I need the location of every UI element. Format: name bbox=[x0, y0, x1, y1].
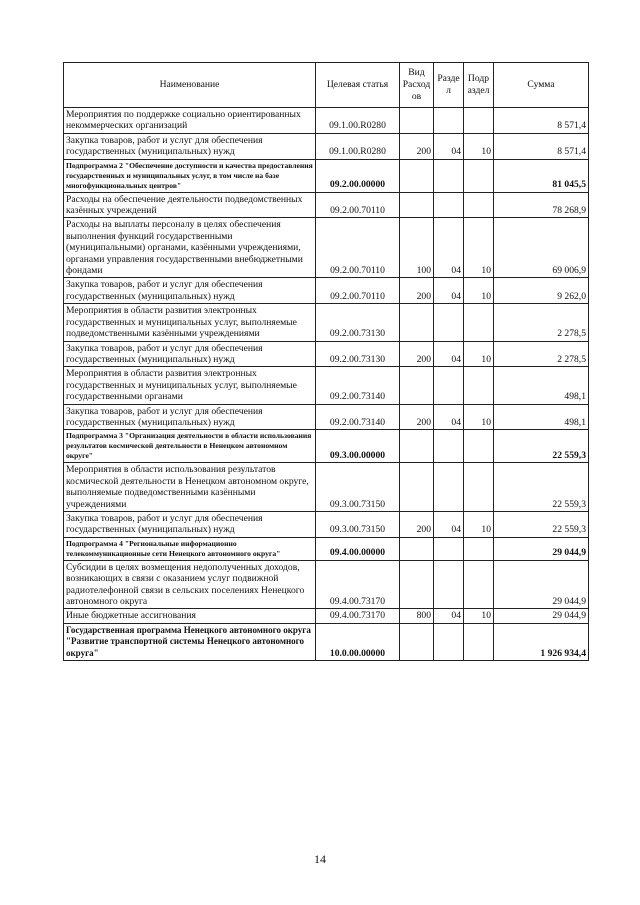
cell-target: 09.2.00.00000 bbox=[316, 159, 400, 192]
cell-target: 09.2.00.70110 bbox=[316, 218, 400, 278]
cell-name: Закупка товаров, работ и услуг для обеспечения государственных (муниципальных) нужд bbox=[64, 341, 316, 367]
cell-section: 04 bbox=[434, 341, 464, 367]
cell-section bbox=[434, 367, 464, 404]
cell-subsection: 10 bbox=[464, 404, 494, 430]
table-row bbox=[64, 463, 589, 512]
cell-section bbox=[434, 304, 464, 341]
table-row bbox=[64, 430, 589, 463]
budget-table bbox=[63, 62, 589, 661]
cell-section: 04 bbox=[434, 278, 464, 304]
table-body bbox=[64, 108, 589, 661]
cell-type bbox=[400, 367, 434, 404]
cell-name: Закупка товаров, работ и услуг для обеспечения государственных (муниципальных) нужд bbox=[64, 404, 316, 430]
cell-name: Подпрограмма 2 "Обеспечение доступности и качества предоставления государственных и муниципальных услуг, в том числе на базе многофункциональных центров" bbox=[64, 159, 316, 192]
cell-sum: 1 926 934,4 bbox=[494, 623, 589, 660]
cell-name: Иные бюджетные ассигнования bbox=[64, 609, 316, 623]
cell-target: 09.1.00.R0280 bbox=[316, 133, 400, 159]
cell-type bbox=[400, 463, 434, 512]
cell-section: 04 bbox=[434, 609, 464, 623]
cell-target: 09.4.00.73170 bbox=[316, 609, 400, 623]
cell-target: 09.2.00.73140 bbox=[316, 404, 400, 430]
cell-target: 10.0.00.00000 bbox=[316, 623, 400, 660]
cell-section: 04 bbox=[434, 404, 464, 430]
cell-name: Закупка товаров, работ и услуг для обеспечения государственных (муниципальных) нужд bbox=[64, 278, 316, 304]
cell-sum: 29 044,9 bbox=[494, 560, 589, 609]
cell-section: 04 bbox=[434, 133, 464, 159]
table-row bbox=[64, 304, 589, 341]
cell-name: Субсидии в целях возмещения недополученных доходов, возникающих в связи с оказанием услуг подвижной радиотелефонной связи в сельских поселениях Ненецкого автономного округа bbox=[64, 560, 316, 609]
header-name: Наименование bbox=[64, 63, 316, 108]
header-section: Разде л bbox=[434, 63, 464, 108]
cell-type: 200 bbox=[400, 278, 434, 304]
header-sum: Сумма bbox=[494, 63, 589, 108]
budget-table-container bbox=[63, 62, 589, 661]
table-row bbox=[64, 609, 589, 623]
cell-name: Закупка товаров, работ и услуг для обеспечения государственных (муниципальных) нужд bbox=[64, 511, 316, 537]
cell-sum: 29 044,9 bbox=[494, 609, 589, 623]
cell-type: 200 bbox=[400, 133, 434, 159]
table-row bbox=[64, 511, 589, 537]
cell-subsection bbox=[464, 560, 494, 609]
cell-sum: 81 045,5 bbox=[494, 159, 589, 192]
table-header-row bbox=[64, 63, 589, 108]
cell-name: Мероприятия в области использования результатов космической деятельности в Ненецком автономном округе, выполняемые подведомственными казёнными учреждениями bbox=[64, 463, 316, 512]
cell-subsection bbox=[464, 159, 494, 192]
table-row bbox=[64, 367, 589, 404]
cell-sum: 22 559,3 bbox=[494, 511, 589, 537]
table-row bbox=[64, 623, 589, 660]
cell-subsection bbox=[464, 304, 494, 341]
cell-section bbox=[434, 159, 464, 192]
cell-section bbox=[434, 108, 464, 134]
cell-sum: 498,1 bbox=[494, 367, 589, 404]
cell-type bbox=[400, 304, 434, 341]
cell-type bbox=[400, 108, 434, 134]
cell-name: Мероприятия по поддержке социально ориентированных некоммерческих организаций bbox=[64, 108, 316, 134]
page-number: 14 bbox=[314, 852, 326, 866]
cell-name: Закупка товаров, работ и услуг для обеспечения государственных (муниципальных) нужд bbox=[64, 133, 316, 159]
cell-type bbox=[400, 623, 434, 660]
cell-section bbox=[434, 430, 464, 463]
cell-sum: 69 006,9 bbox=[494, 218, 589, 278]
table-row bbox=[64, 560, 589, 609]
cell-name: Мероприятия в области развития электронных государственных и муниципальных услуг, выполняемые государственными органами bbox=[64, 367, 316, 404]
cell-type bbox=[400, 159, 434, 192]
cell-section: 04 bbox=[434, 511, 464, 537]
cell-name: Расходы на обеспечение деятельности подведомственных казённых учреждений bbox=[64, 192, 316, 218]
cell-subsection: 10 bbox=[464, 218, 494, 278]
cell-section bbox=[434, 192, 464, 218]
table-row bbox=[64, 537, 589, 560]
table-row bbox=[64, 404, 589, 430]
cell-subsection bbox=[464, 430, 494, 463]
cell-subsection bbox=[464, 367, 494, 404]
header-type: Вид Расход ов bbox=[400, 63, 434, 108]
cell-section bbox=[434, 623, 464, 660]
cell-type: 100 bbox=[400, 218, 434, 278]
cell-section: 04 bbox=[434, 218, 464, 278]
table-row bbox=[64, 133, 589, 159]
cell-target: 09.4.00.00000 bbox=[316, 537, 400, 560]
cell-subsection: 10 bbox=[464, 341, 494, 367]
table-row bbox=[64, 278, 589, 304]
cell-subsection bbox=[464, 463, 494, 512]
cell-sum: 22 559,3 bbox=[494, 463, 589, 512]
cell-type bbox=[400, 192, 434, 218]
cell-sum: 29 044,9 bbox=[494, 537, 589, 560]
cell-type bbox=[400, 537, 434, 560]
cell-section bbox=[434, 537, 464, 560]
table-row bbox=[64, 192, 589, 218]
cell-name: Мероприятия в области развития электронных государственных и муниципальных услуг, выполняемые подведомственными казёнными учреждениями bbox=[64, 304, 316, 341]
cell-sum: 22 559,3 bbox=[494, 430, 589, 463]
cell-sum: 78 268,9 bbox=[494, 192, 589, 218]
cell-section bbox=[434, 560, 464, 609]
table-row bbox=[64, 341, 589, 367]
cell-sum: 9 262,0 bbox=[494, 278, 589, 304]
cell-target: 09.2.00.73130 bbox=[316, 341, 400, 367]
table-row bbox=[64, 159, 589, 192]
cell-target: 09.3.00.73150 bbox=[316, 463, 400, 512]
cell-type: 200 bbox=[400, 341, 434, 367]
cell-subsection bbox=[464, 537, 494, 560]
cell-sum: 8 571,4 bbox=[494, 108, 589, 134]
cell-subsection: 10 bbox=[464, 511, 494, 537]
cell-name: Государственная программа Ненецкого автономного округа "Развитие транспортной системы Ненецкого автономного округа" bbox=[64, 623, 316, 660]
cell-sum: 2 278,5 bbox=[494, 341, 589, 367]
cell-sum: 2 278,5 bbox=[494, 304, 589, 341]
cell-target: 09.2.00.70110 bbox=[316, 278, 400, 304]
cell-target: 09.2.00.70110 bbox=[316, 192, 400, 218]
table-row bbox=[64, 218, 589, 278]
cell-type bbox=[400, 560, 434, 609]
header-subsection: Подр аздел bbox=[464, 63, 494, 108]
cell-subsection: 10 bbox=[464, 133, 494, 159]
header-target: Целевая статья bbox=[316, 63, 400, 108]
cell-target: 09.3.00.73150 bbox=[316, 511, 400, 537]
cell-target: 09.4.00.73170 bbox=[316, 560, 400, 609]
cell-name: Подпрограмма 4 "Региональные информационно телекоммуникационные сети Ненецкого автономного округа" bbox=[64, 537, 316, 560]
cell-type: 200 bbox=[400, 404, 434, 430]
cell-section bbox=[434, 463, 464, 512]
cell-target: 09.1.00.R0280 bbox=[316, 108, 400, 134]
table-row bbox=[64, 108, 589, 134]
cell-type bbox=[400, 430, 434, 463]
cell-sum: 8 571,4 bbox=[494, 133, 589, 159]
cell-subsection bbox=[464, 623, 494, 660]
cell-type: 200 bbox=[400, 511, 434, 537]
cell-name: Расходы на выплаты персоналу в целях обеспечения выполнения функций государственными (муниципальными) органами, казёнными учреждениями, органами управления государственными внебюджетными фондами bbox=[64, 218, 316, 278]
cell-target: 09.3.00.00000 bbox=[316, 430, 400, 463]
cell-subsection: 10 bbox=[464, 609, 494, 623]
cell-type: 800 bbox=[400, 609, 434, 623]
cell-target: 09.2.00.73140 bbox=[316, 367, 400, 404]
cell-name: Подпрограмма 3 "Организация деятельности в области использования результатов космической деятельности в Ненецком автономном округе" bbox=[64, 430, 316, 463]
cell-target: 09.2.00.73130 bbox=[316, 304, 400, 341]
cell-subsection: 10 bbox=[464, 278, 494, 304]
cell-subsection bbox=[464, 108, 494, 134]
cell-subsection bbox=[464, 192, 494, 218]
cell-sum: 498,1 bbox=[494, 404, 589, 430]
